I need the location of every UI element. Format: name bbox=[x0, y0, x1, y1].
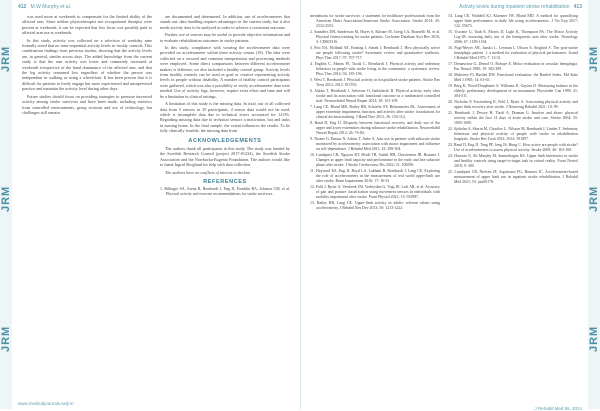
journal-citation: J Rehabil Med 56, 2024 bbox=[534, 406, 582, 411]
conflict-of-interest-note: The authors have no conflicts of interest to declare. bbox=[165, 169, 252, 175]
reference-item: 22. Sjoholm A, Skarin M, Churilov L, Nilsson M, Bernhardt J, Linden T. Sedentary behaviour and physical activity of people with stroke in rehabilitation hospitals. Stroke Res Treat 2014; 2014: 591897. bbox=[448, 127, 578, 141]
paragraph: A limitation of this study is the missing data. In total, out of all collected data from 5 sensors in 35 participants, 4 sensor data would not be used, which is incomplete data due to technical errors accounted for 12.0%. Regarding missing data due to technical sensors a motivation, but and tasks in nursing home. In the final sample, the extent influences the results. To be fully clinically feasible, the missing data from bbox=[160, 101, 290, 134]
paragraph: Future studies should focus on providing strategies to promote increased activity among stroke survivors and have been made, including statistics from controlled environments, group sessions and use of technology, but challenges still remain. bbox=[22, 93, 152, 115]
paragraph: In this study, activity was collected on a selection of weekday nine formally noted that no intra-sequential activity levels in faculty controls. This combination findings from previous studies, showing that the activity levels are, in general, similar across days. The added knowledge from the current study is that the arm activity was lower and commonly increased at weekends irrespective of the hand dominance of the affected arm, and that the leg activity remained low regardless of whether the person was independent in walking or using a wheelchair. It has been proven that it is difficult for patients to freely engage but more experienced and unsupervised practice and maintain the activity level during other days. bbox=[22, 37, 152, 92]
reference-item: 11. Hayward KS, Eng JJ, Boyd LA, Lakhani B, Bernhardt J, Lang CE. Exploring the role of accelerometers in the measurement of real world upper-limb use after stroke. Brain Impairment 2016; 17: 16-33. bbox=[310, 169, 440, 183]
references-heading: REFERENCES bbox=[203, 178, 247, 185]
reference-item: 9. Thrane G, Emaus N, Askim T, Anke A. Arm use in patients with subacute stroke monitored by accelerometry: association with motor impairment and influence on self-dependence. J Rehabil Med 2011; 43: 299-304. bbox=[310, 137, 440, 151]
acknowledgements-heading: ACKNOWLEDGEMENTS bbox=[188, 137, 262, 144]
journal-rail-label-right-mid bbox=[588, 200, 600, 212]
reference-item: 24. Hussain N, Alt Murphy M, Sunnerhagen KS. Upper limb kinematics in stroke and healthy controls using target-to-target task in virtual reality. Front Neurol 2018; 9: 300. bbox=[448, 154, 578, 168]
reference-item: 25. Lundquist CB, Nielsen JF, Arguissain FG, Brunner IC. Accelerometer-based measurement of upper limb use in inpatient stroke rehabilitation. J Rehabil Med 2021; 53: jrm00178. bbox=[448, 170, 578, 184]
text-column-2 bbox=[160, 14, 290, 399]
paragraph: are documented and determined. In addition, use of accelerometers that stands out: data handling requires advantages in the current study, but it also needs activity data to be analysed in order to achieve a consistent outcome. bbox=[160, 14, 290, 30]
reference-item: 15. Uswatte G, Taub E, Morris D, Light K, Thompson PA. The Motor Activity Log-28: assessing daily use of the hemiparetic arm after stroke. Neurology 2006; 67: 1189-1194. bbox=[448, 30, 578, 44]
journal-rail-label-left-top bbox=[0, 60, 12, 72]
reference-item: 5. West T, Bernhardt J. Physical activity in hospitalised stroke patients. Stroke Res Treat 2012; 2012: 813765. bbox=[310, 78, 440, 87]
paragraph: In this study, compliance with wearing the accelerometer data were provided on accelerometer within three activity counts (18). The data were collected on a secured and common interpretation and processing methods were employed. Some direct comparisons between different accelerometer makers is different; we also included a healthy control group. Activity levels from healthy controls can be used as goal or creative representing activity levels in people without disability. A number of healthy control participants were gathered, which was also a possibility to verify accelerometer data were needed. Use of activity logs, however, require extra effort and time and will be a limitation in clinical settings. bbox=[160, 45, 290, 99]
reference-item: 20. Nicholas P, Tractenberg K, Pohl J, Ryser A. Associating physical activity and upper limb recovery after stroke. J Neuroeng Rehabil 2021; 18: 99. bbox=[448, 100, 578, 109]
reference-item: 14. Lang CE, Waddell KJ, Klaesner JW, Bland MD. A method for quantifying upper limb performance in daily life using accelerometers. J Vis Exp 2017; 122: 55673. bbox=[448, 14, 578, 28]
running-head-title: Activity levels during inpatient stroke rehabilitation bbox=[459, 4, 570, 10]
left-page bbox=[12, 0, 300, 409]
reference-item: 3. Fini NA, Holland AE, Keating J, Simek J, Bernhardt J. How physically active are people following stroke? Systematic review and quantitative synthesis. Phys Ther 2017; 97: 707-717. bbox=[310, 46, 440, 60]
reference-item: 16. Fugl-Meyer AR, Jaasko L, Leyman I, Olsson S, Steglind S. The post-stroke hemiplegic patient. 1. a method for evaluation of physical performance. Scand J Rehabil Med 1975; 7: 13-31. bbox=[448, 46, 578, 60]
reference-item: 4. English C, Manns PJ, Tucak C, Bernhardt J. Physical activity and sedentary behaviors in people with stroke living in the community: a systematic review. Phys Ther 2014; 94: 185-196. bbox=[310, 62, 440, 76]
running-head-authors: M.W Murphy et al. bbox=[30, 4, 72, 10]
journal-rail-label-left-mid bbox=[0, 200, 12, 212]
journal-rail-label-right-bottom bbox=[588, 340, 600, 352]
reference-item: 21. Bernhardt J, Dewey H, Thrift A, Donnan G. Inactive and alone: physical activity within the first 14 days of acute stroke unit care. Stroke 2004; 35: 1005-1009. bbox=[448, 111, 578, 125]
reference-item: 18. Mahoney FI, Barthel DW. Functional evaluation: the Barthel Index. Md State Med J 1965; 14: 61-65. bbox=[448, 73, 578, 82]
reference-item: 7. Lang CE, Bland MD, Bailey RR, Schaefer SY, Birkenmeier RL. Assessment of upper extremity impairment, function, and activity after stroke: foundations for clinical decision making. J Hand Ther 2013; 26: 104-114. bbox=[310, 105, 440, 119]
text-column-1 bbox=[22, 14, 152, 399]
reference-item: 13. Bailey RR, Lang CE. Upper-limb activity in adults: referent values using accelerometry. J Rehabil Res Dev 2013; 50: 1213-1222. bbox=[310, 201, 440, 210]
reference-item: mendations for stroke survivors: a statement for healthcare professionals from the American Heart Association/American Stroke Association. Stroke 2014; 45: 2532-2553. bbox=[310, 14, 440, 28]
reference-item: 17. Demeurisse G, Demol O, Robaye E. Motor evaluation in vascular hemiplegia. Eur Neurol 1980; 19: 382-389. bbox=[448, 62, 578, 71]
left-page-header bbox=[18, 4, 294, 10]
journal-rail-label-left-bottom bbox=[0, 340, 12, 352]
right-page bbox=[300, 0, 588, 409]
page-number: 412 bbox=[18, 4, 27, 10]
reference-item: 10. Lundquist CB, Nguyen BT, Hvidt TB, Stabel HH, Christensen JR, Brunner I. Changes in upper limb capacity and performance in the early and late subacute phase after stroke. J Stroke Cerebrovasc Dis 2022; 31: 106590. bbox=[310, 153, 440, 167]
references-column-1 bbox=[310, 14, 440, 399]
references-column-2 bbox=[448, 14, 578, 399]
reference-item: 23. Rand D, Eng JJ, Tang PF, Jeng JS, Hung C. How active are people with stroke? Use of accelerometers to assess physical activity. Stroke 2009; 40: 163-168. bbox=[448, 143, 578, 152]
acknowledgements-text: The authors thank all participants in this study. The study was funded by the Swedish Research Council (project 2017-01234), the Swedish Stroke Association and the Norrbacka-Eugenia Foundation. The authors would like to thank Ingrid Skoglund for help with data collection. bbox=[160, 145, 290, 168]
reference-item: 2. Saunders DH, Sanderson M, Hayes S, Kilrane M, Greig CA, Brazzelli M, et al. Physical fitness training for stroke patients. Cochrane Database Syst Rev 2016; 3: CD003316. bbox=[310, 30, 440, 44]
paragraph: was used more at weekends to compensate for the limited ability of the affected arm. Since neither physiotherapist nor occupational therapist were present at weekends, it can be expected that less focus was possibly paid to affected arm use at weekends. bbox=[22, 14, 152, 36]
reference-item: 12. Pohl J, Ryser A, Veerbeek JM, Verheyden G, Vogt JE, Luft AR, et al. Accuracy of gait and posture classification using movement sensors in individuals with mobility impairment after stroke. Front Physiol 2022; 13: 933987. bbox=[310, 185, 440, 199]
reference-item: 19. Berg K, Wood-Dauphinee S, Williams JI, Gayton D. Measuring balance in the elderly: preliminary development of an instrument. Physiother Can 1989; 41: 304-311. bbox=[448, 84, 578, 98]
reference-item: 6. Askim T, Bernhardt J, Salvesen O, Indredavik B. Physical activity early after stroke and its association with functional outcome in a randomized controlled trial. Neurorehabil Neural Repair 2014; 28: 101-109. bbox=[310, 89, 440, 103]
left-page-footer bbox=[18, 401, 294, 406]
right-page-header bbox=[306, 4, 582, 10]
reference-item: 8. Rand D, Eng JJ. Disparity between functional recovery and daily use of the upper and lower extremities during subacute stroke rehabilitation. Neurorehabil Neural Repair 2012; 26: 76-84. bbox=[310, 121, 440, 135]
journal-rail-label-right-top bbox=[588, 60, 600, 72]
reference-item: 1. Billinger SA, Arena R, Bernhardt J, Eng JJ, Franklin BA, Johnson CM, et al. Physical activity and exercise recommendations for stroke survivors. bbox=[160, 187, 290, 197]
page-number: 413 bbox=[573, 4, 582, 10]
paragraph: Further, use of sensors may be useful to provide objective information and to evaluate rehabilitation outcomes in stroke patients. bbox=[160, 32, 290, 43]
journal-url[interactable]: www.medicaljournals.se/jrm bbox=[18, 401, 74, 406]
